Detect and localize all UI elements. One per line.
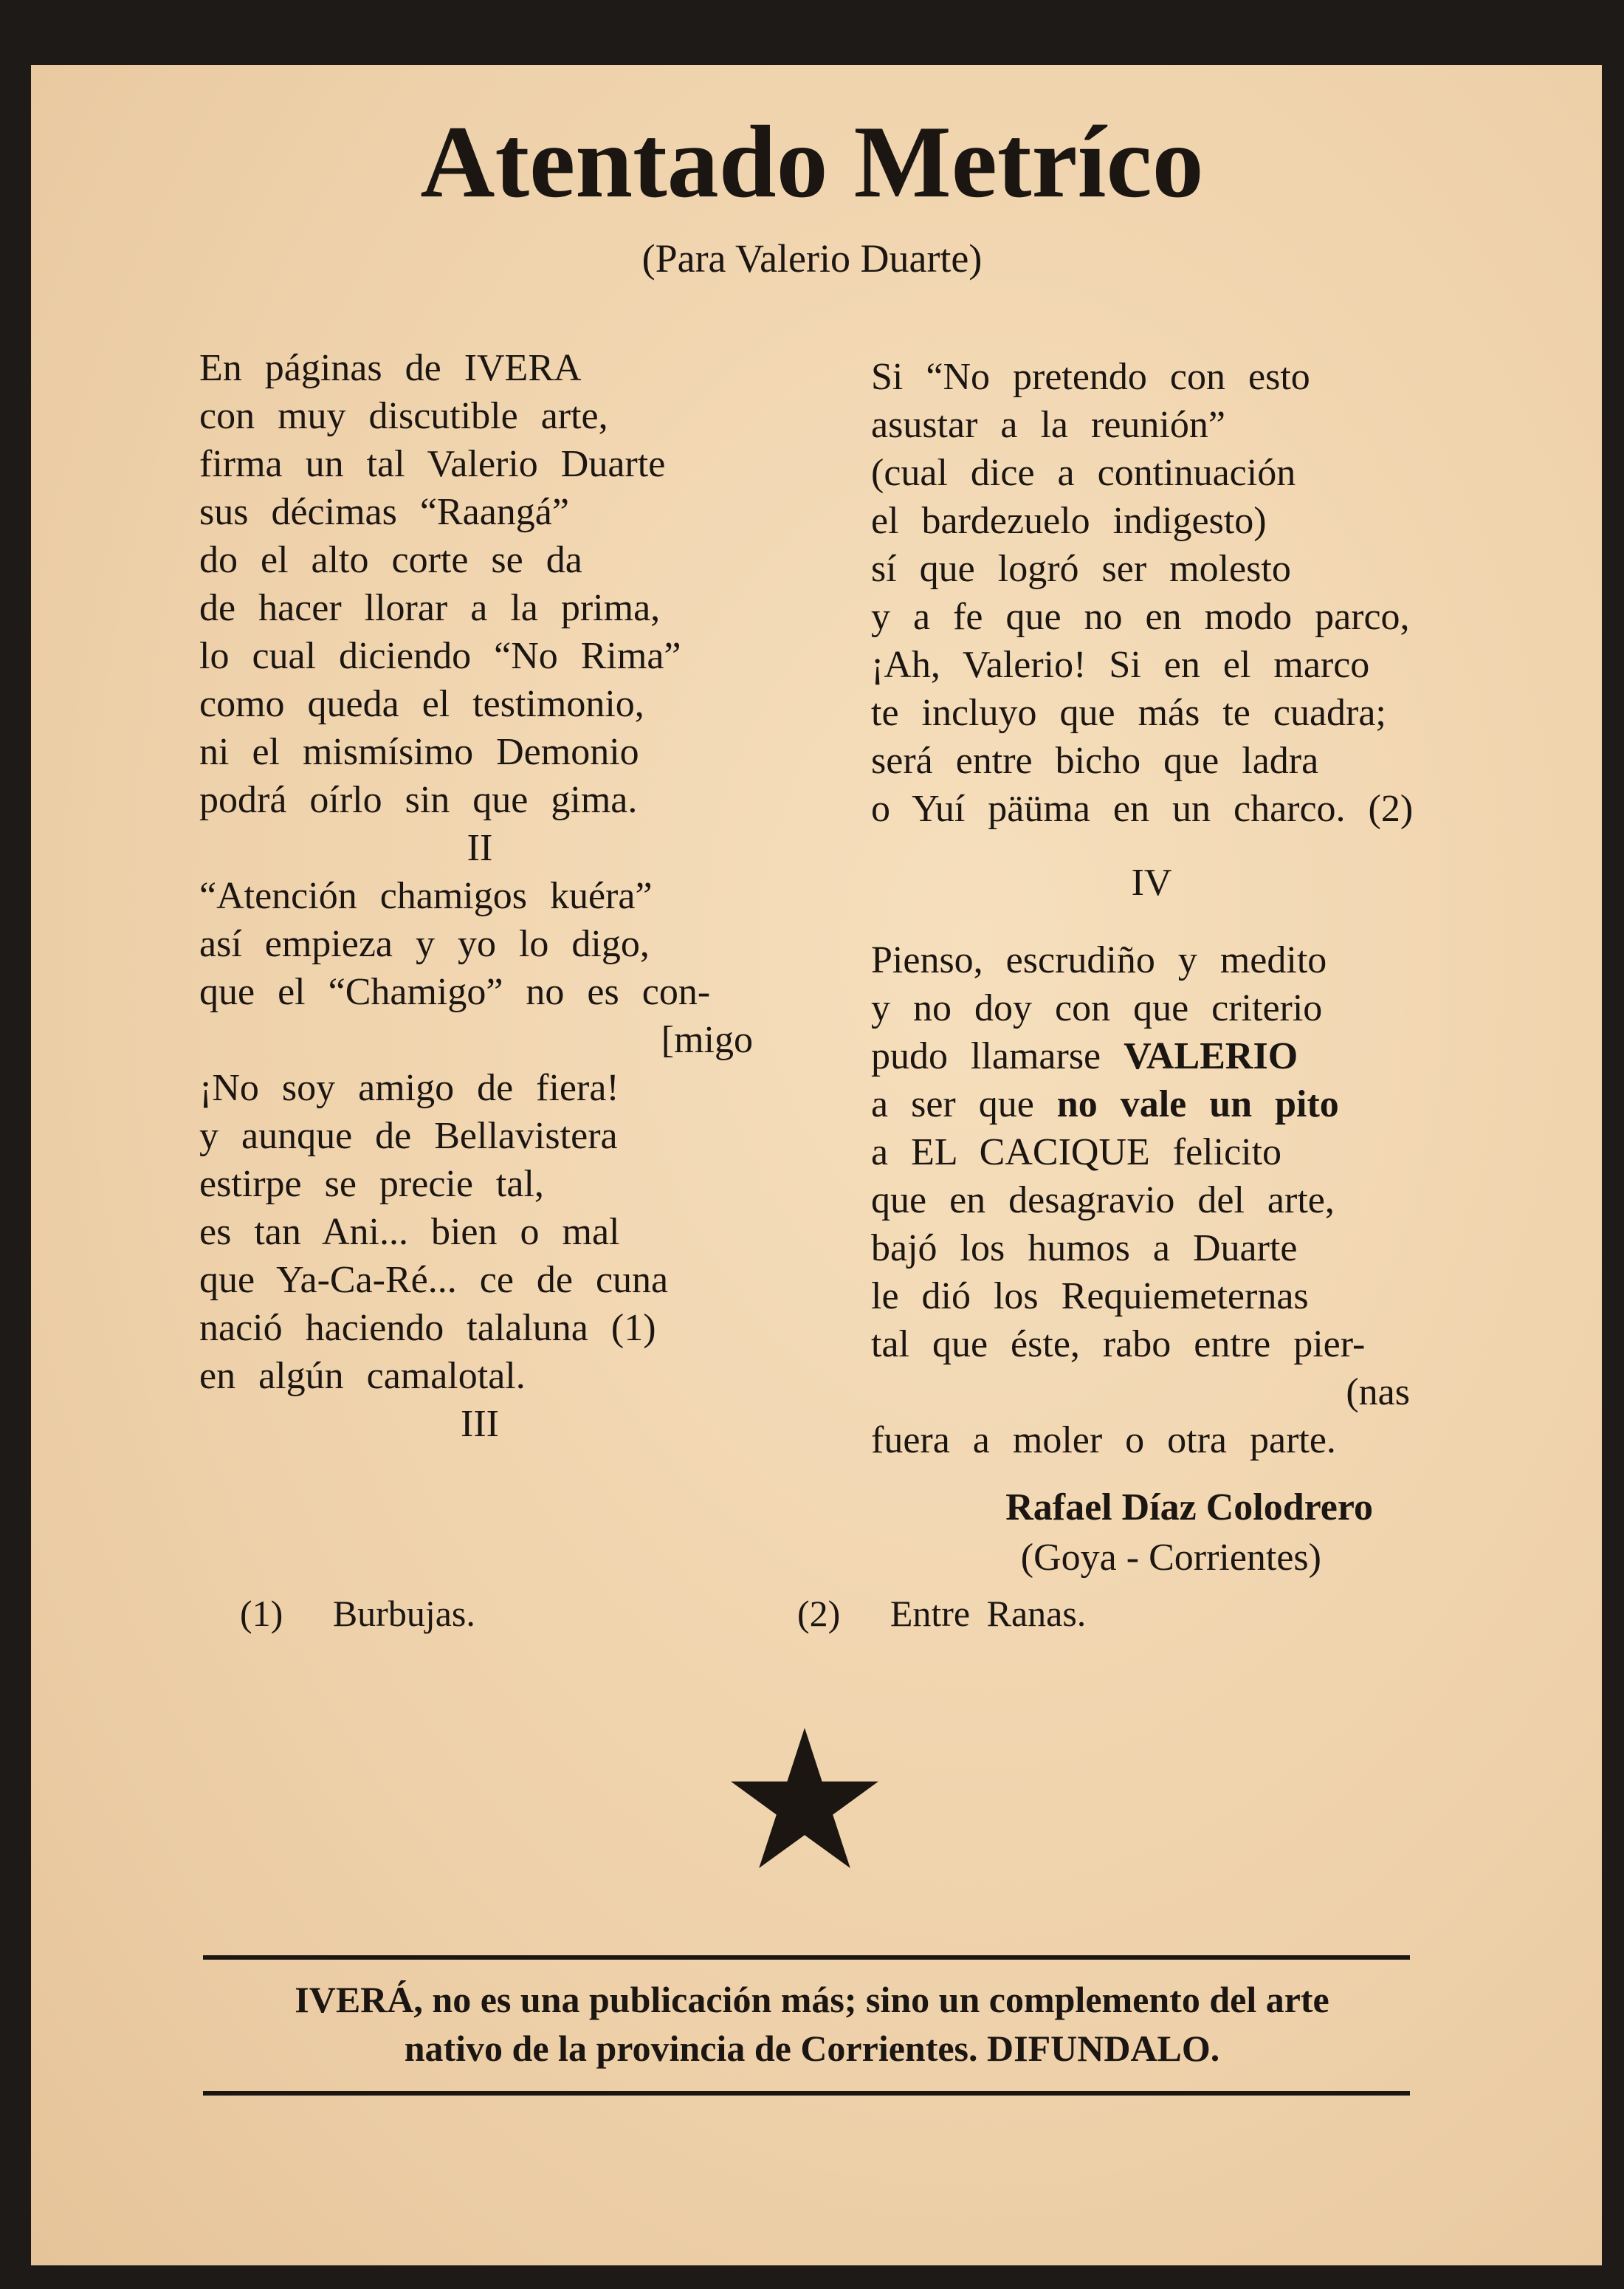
stanza-iv <box>871 936 1432 1368</box>
footer-line-1: IVERÁ, no es una publicación más; sino un complemento del arte <box>295 1979 1329 2020</box>
poem-line: con muy discutible arte, <box>199 395 608 437</box>
poem-line: podrá oírlo sin que gima. <box>199 779 638 821</box>
footer-line-2: nativo de la provincia de Corrientes. DIFUNDALO. <box>404 2028 1220 2069</box>
poem-line: do el alto corte se da <box>199 539 582 581</box>
poem-line: En páginas de IVERA <box>199 347 582 389</box>
line-text: a ser que <box>871 1083 1057 1125</box>
line-text: Pienso, escrudiño y medito <box>871 939 1327 981</box>
divider-top <box>203 1955 1410 1960</box>
poem-line: o Yuí päüma en un charco. (2) <box>871 788 1414 830</box>
poem-line: “Atención chamigos kuéra” <box>199 875 653 917</box>
poem-line: (cual dice a continuación <box>871 452 1296 494</box>
poem-line: te incluyo que más te cuadra; <box>871 692 1386 734</box>
emphasis-text: no vale un pito <box>1056 1083 1339 1125</box>
poem-line <box>871 1176 1432 1224</box>
footnote-mark: (2) <box>797 1593 841 1634</box>
poem-line: sus décimas “Raangá” <box>199 491 569 533</box>
signature-author: Rafael Díaz Colodrero <box>1005 1486 1373 1528</box>
line-text: pudo llamarse <box>871 1035 1124 1077</box>
footnote-text: Burbujas. <box>332 1593 475 1634</box>
poem-line: estirpe se precie tal, <box>199 1163 544 1205</box>
poem-line-continuation: (nas <box>1346 1371 1410 1413</box>
poem-line: ni el mismísimo Demonio <box>199 731 639 773</box>
poem-line: ¡No soy amigo de fiera! <box>199 1067 619 1109</box>
emphasis-text: VALERIO <box>1124 1035 1298 1077</box>
poem-line <box>871 1128 1432 1176</box>
poem-line: Si “No pretendo con esto <box>871 356 1310 398</box>
footnote-1 <box>240 1591 475 1636</box>
line-text: bajó los humos a Duarte <box>871 1227 1298 1269</box>
line-text: a EL CACIQUE felicito <box>871 1131 1282 1173</box>
poem-line: así empieza y yo lo digo, <box>199 923 650 965</box>
poem-line: en algún camalotal. <box>199 1355 526 1397</box>
poem-line: el bardezuelo indigesto) <box>871 500 1267 542</box>
poem-line: que Ya-Ca-Ré... ce de cuna <box>199 1259 669 1301</box>
line-text: tal que éste, rabo entre pier- <box>871 1323 1366 1365</box>
divider-bottom <box>203 2091 1410 2096</box>
poem-line <box>871 1224 1432 1272</box>
poem-line: sí que logró ser molesto <box>871 548 1291 590</box>
page-title: Atentado Metríco <box>420 105 1204 219</box>
line-text: que en desagravio del arte, <box>871 1179 1335 1221</box>
poem-line: y a fe que no en modo parco, <box>871 596 1410 638</box>
footnote-2 <box>797 1591 1086 1636</box>
poem-line: asustar a la reunión” <box>871 404 1225 446</box>
poem-line: es tan Ani... bien o mal <box>199 1211 620 1253</box>
poem-line: como queda el testimonio, <box>199 683 644 725</box>
left-column <box>199 344 760 1448</box>
poem-line: nació haciendo talaluna (1) <box>199 1307 656 1349</box>
poem-line: será entre bicho que ladra <box>871 740 1319 782</box>
poem-line <box>871 1272 1432 1320</box>
footnote-text: Entre Ranas. <box>890 1593 1087 1634</box>
poem-line-continuation: [migo <box>661 1019 753 1061</box>
signature-place: (Goya - Corrientes) <box>1020 1537 1321 1579</box>
poem-line: de hacer llorar a la prima, <box>199 587 661 629</box>
poem-line: y aunque de Bellavistera <box>199 1115 618 1157</box>
poem-line <box>871 1320 1432 1368</box>
line-text: y no doy con que criterio <box>871 987 1323 1029</box>
star-icon <box>731 1728 878 1868</box>
footnote-mark: (1) <box>240 1593 283 1634</box>
poem-line <box>871 1080 1432 1128</box>
poem-line: que el “Chamigo” no es con- <box>199 971 711 1013</box>
poem-line <box>871 984 1432 1032</box>
section-heading: II <box>467 827 493 869</box>
page-subtitle: (Para Valerio Duarte) <box>641 236 983 281</box>
footer-notice <box>148 1975 1476 2073</box>
poem-line: ¡Ah, Valerio! Si en el marco <box>871 644 1370 686</box>
poem-line: fuera a moler o otra parte. <box>871 1419 1336 1461</box>
right-column <box>871 353 1432 1464</box>
poem-line <box>871 936 1432 984</box>
poem-line: lo cual diciendo “No Rima” <box>199 635 681 677</box>
poem-line <box>871 1032 1432 1080</box>
poem-line: firma un tal Valerio Duarte <box>199 443 666 485</box>
line-text: le dió los Requiemeternas <box>871 1275 1309 1317</box>
section-heading: III <box>461 1403 499 1445</box>
section-heading: IV <box>1131 862 1172 904</box>
